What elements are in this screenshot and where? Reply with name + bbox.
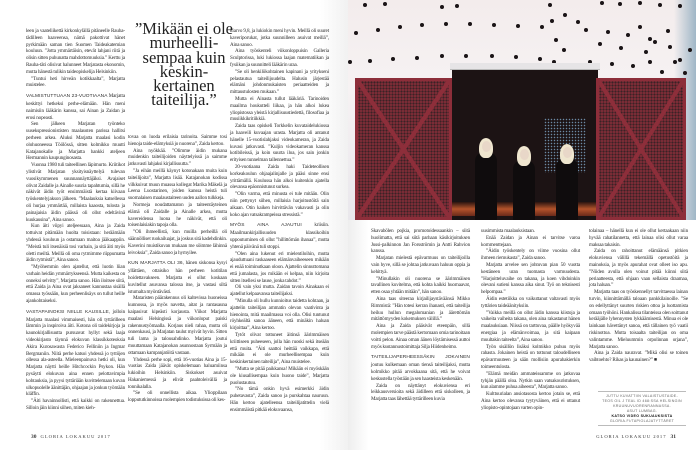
body-paragraph — [128, 229, 227, 256]
paragraph-text: ”Tuntui heti hirveän kotikkaalta”, Marjatta muistelee. — [26, 75, 125, 89]
body-paragraph — [230, 366, 329, 386]
body-paragraph — [481, 310, 580, 344]
paragraph-text: Äidin estetiikka on vaikuttanut valtavasti myös tyttärien taideäänityksiin. — [481, 295, 580, 309]
body-paragraph — [481, 235, 580, 249]
paragraph-text: ”Minullakin oli nuorena se äärimmäisen tavallinen kuvitelma, että kohta kaikki huomaavat, etten osaa yhtään mitään”, hän sanoo. — [371, 275, 470, 296]
body-paragraph — [481, 228, 580, 235]
right-footer — [596, 434, 680, 440]
woman-face — [563, 147, 572, 158]
wall-hole — [514, 55, 518, 59]
wall-hole — [644, 50, 648, 54]
pull-quote-line: taiteilija.” — [151, 90, 217, 110]
body-paragraph — [230, 123, 329, 164]
wall-hole — [631, 64, 635, 68]
section-lead-in: KUN MARJATTA OLI 36, — [128, 261, 185, 267]
wall-hole — [490, 54, 494, 58]
paragraph-text: Aina taas siteeraa kirjailijaystäväänsä Mikko Rimmistä: ”Hän totesi kerran ihanasti, että taiteilija heiluu hullun megalomanian ja äärettömän mitättömyyden kokemuksen välillä.” — [371, 295, 470, 323]
body-paragraph — [230, 96, 329, 123]
wall-hole — [678, 58, 682, 62]
body-paragraph — [128, 390, 227, 404]
wall-hole — [648, 60, 652, 64]
paragraph-text: ”Mutta se pitää paikkansa! Mikään ei myöskään ole kiusallisempaa kuin huono taide”, Marjatta puolustautuu. — [230, 366, 329, 386]
wall-hole — [368, 59, 372, 63]
paragraph-text: Kun äiti viipyi ateljeessaan, Aina ja Zaida tottuivat pitämään huolta toisistaan: heräämään yhdessä kouluun ja ostamaan maitoa jääkaappiin. ”Meistä tuli itsenäisiä tosi varhain, ja sitä äiti myös oletti meiltä. Meillä oli oma rytmimme riippumatta äidin rytmistä”, Aina sanoo. — [26, 223, 125, 264]
paragraph-text: Skavabölen pojkia, promotoidessaankin – siitä huolimatta, että sai siitä parhaan käsikirjoituksen Jussi-palkinnon Jan Forsströmin ja Antti Rahvion kanssa. — [371, 228, 470, 255]
body-paragraph — [371, 383, 470, 403]
magazine-issue: GLORIA LOKAKUU 2017 — [596, 434, 667, 439]
body-paragraph — [589, 228, 688, 248]
wall-hole — [391, 57, 395, 61]
paragraph-text: Zaida on rahoittanut elämäänsä pitkien elokuviensa välillä tekemällä opetustöitä ja mainoksia, ja myös apurahat ovat olleet iso apu. ”Niiden avulla olen voinut pitää kiinni siitä periaatteesta, että ohjaan vaan sellaista draamaa, jota haluan.” — [589, 248, 688, 289]
wall-hole — [563, 13, 567, 17]
paragraph-text: ”Minulla oli hullu kunnioitus taidetta kohtaan, ja ajattelin taiteilijan ammatin olevan vaativinta ja hienointa, mitä maailmassa voi olla. Olisi tuntunut röyhkeältä sanoa ääneen, että minäkin haluan kirjoittaa”, Aina kertoo. — [230, 298, 329, 332]
paragraph-text: Tytöt olivat tottuneet äitinsä äärimmäisen kriittiseen puheeseen, jolla hän ruoski sekä itseään että muita. ”Äiti saattoi heittää vaikkapa, että mikään ei ole murheellisempaa kuin keskinkertainen taiteilija”, Aina muistelee. — [230, 332, 329, 366]
body-paragraph — [26, 76, 125, 90]
body-paragraph — [230, 332, 329, 366]
body-paragraph — [371, 255, 470, 275]
wall-hole — [584, 28, 588, 32]
body-paragraph — [481, 296, 580, 310]
paragraph-text: 20-vuotiaana Zaida haki Taideteollisen korkeakoulun ohjaajalinjalle ja pääsi sinne ensi yrittämällä. Koulussa hän alkoi kuitenkin ajatella olevansa epäonnistunut surkea. — [230, 163, 329, 191]
section-paragraph — [26, 93, 125, 121]
caption-line: TEOS OIL J TEAL ID 468:SSA HELSINGIN — [602, 398, 682, 403]
paragraph-text: Marjatta taas on työskennellyt tarvittaessa lainan turvin, kiinnittämällä taloaan pankkilainoille. ”Se on edellyttänyt suurten riskien ottoa ja luottamista omaan työhöni. Hankalissa tilanteissa olen soittanut kerääjälle lyhennysten lykkäämisestä. Minua ei ole lainkaan hävettänyt sanoa, että tällainen työ vaatii riskinottoa. Mutta toisaalta taiteilijan on oma valintamme. Mieluummin orpolinnan orjana”, Marjatta sanoo. — [589, 289, 688, 350]
wall-hole — [660, 70, 664, 74]
wall-hole — [688, 48, 692, 52]
paragraph-text: Yhdessä perhe sopi, että 16-vuotias Aina ja 15-vuotias Zaida jäävät opiskelemaan haluamiinsa lukioihin Helsinkiin. Siskokset asuivat Hakaniemessä ja elivät paahtoleivällä ja tonnikalalla. — [128, 356, 227, 390]
body-paragraph — [26, 121, 125, 162]
paragraph-text: Kulttuurialan ansiotasosta kertoo jotain se, että Aina kertoo olevansa tyytyväinen, että ei ottanut yliopisto-opintojaan varten opin- — [481, 391, 580, 411]
paragraph-text: Marjatta arvelee sen johtuvan pian 50 vuotta kestäneen uran tuomasta varmuudesta. ”Harjoitteluvaihe on takana, ja koen vihdoinkin olevani sutieni kanssa aika sinut. Työ on teknisesti helpompaa.” — [481, 261, 580, 296]
body-paragraph — [128, 134, 227, 148]
wall-hole — [398, 25, 402, 29]
wall-hole — [668, 45, 672, 49]
section-paragraph — [128, 260, 227, 295]
body-paragraph — [371, 296, 470, 323]
pull-quote — [128, 19, 240, 110]
body-paragraph — [230, 69, 329, 96]
text-column-6 — [589, 228, 688, 364]
body-paragraph — [26, 398, 125, 412]
body-paragraph — [230, 164, 329, 191]
wall-hole — [653, 40, 657, 44]
caption-line: ASUT LUMBAG. — [626, 408, 658, 413]
wall-hole — [673, 60, 677, 64]
wall-hole — [648, 37, 652, 41]
wall-hole — [666, 29, 670, 33]
paragraph-text: ”Myöhemmin olen ajatellut, että luotin liian varhain heidän ymmärrykseensä. Mutta kaikesta on onneksi selvitty”, Marjatta sanoo. Hän iloitsee siitä, että Zaida ja Aina ovat jaksaneet kannustaa sisällä omassa työssään, kun perheenlisäys on tullut heille ajankohtaiseksi. — [26, 264, 125, 305]
paragraph-text: Normeja noudattamaton ja taiteentäyteinen elämä oli Zaidalle ja Ainalle arkea, mutta kavereidensa luona he näkivät, että oli toisenlaisiakin tapoja olla. — [128, 201, 227, 229]
paragraph-text: Zaida on näyttänyt elokuviensa eri leikkausversioita sekä äidilleen että siskolleen, ja Marjatta taas lähettää tyttärilleen kuvia — [371, 382, 470, 403]
body-paragraph — [128, 148, 227, 168]
body-paragraph — [26, 264, 125, 305]
paragraph-text: ”Äiti havainnollisti, että kaikki on rakennettua. Silloin jäin kiinni siihen, miten kieh- — [26, 398, 125, 412]
caption-line: JUTTU KUVATTIIN VALAISTUSTAIDE- — [606, 394, 678, 398]
paragraph-text: Marjatan mielestä epävarmuus on taiteilijoilla vain hyve, sillä se johtaa jatkuvaan haluun oppia ja kehittyä. — [371, 255, 470, 275]
wall-hole — [683, 71, 687, 75]
paragraph-text: kriisiin. Maailmankirjallisuuden klassikoihin uppoutuminen oli ollut ”hillittömän ihanaa”, mutta yhtenä päivänä tuli stoppi. — [230, 222, 329, 250]
paragraph-text: hänen siskonsa kysyi yllättäen, ottaisiko hän perheen kotitilan hoidettavakseen. Marjatta ei ollut koskaan kuvitellut asuvansa talossa itse, ja vastasi siltä istumalta myöntävästi. — [128, 260, 227, 295]
body-paragraph — [128, 357, 227, 391]
wall-hole — [619, 46, 623, 50]
video-label: KATSO VIDEO SUKUAUKSISTA — [611, 413, 673, 418]
section-paragraph — [230, 222, 329, 250]
wall-hole — [516, 24, 520, 28]
wall-hole — [492, 23, 496, 27]
paragraph-text: ”No tämä onkin hyvä esimerkki äidin puhetavasta”, Zaida sanoo ja purskahtaa nauruun. Hän kertoo ajatelleensa taiteilijatittelin vielä ensimmäistä pitkää elokuvaansa, — [230, 386, 329, 413]
paragraph-text: Mutta ei Ainasta tullut lääkäriä. Tarinoiden maailma houkutteli liikaa, ja hän alkoi lukea yliopistossa yleistä kirjallisuustiedettä, filosofiaa ja musiikkikritiikkiä. — [230, 95, 329, 123]
wall-hole — [468, 22, 472, 26]
body-paragraph — [230, 386, 329, 413]
wall-hole — [383, 2, 387, 6]
paragraph-text: ”Ja eihän meillä käynyt kotonakaan muita kuin taiteilijoita”, Marjatta lisää. Katajanokan kodissa vilkkuivat muun muassa kollegat Marika Mäkelä ja Leena Luostarinen, joiden kanssa heistä tuli suomalaisen maalaustaiteen uuden aallon tulkkeja. — [128, 167, 227, 202]
paragraph-text: ”Se oli henkilökohtainen kapinani ja yritykseni pelastautua taiteilijuudelta. Halusin järjestää elämäni johdonmukaisten periaatteiden ja mittaustulosten mukaan.” — [230, 68, 329, 96]
woman-1 — [475, 152, 497, 220]
photo-caption — [598, 391, 686, 426]
video-link[interactable]: GLORIA.FI/TAPIOLAJATYTTÄRET — [609, 418, 675, 423]
pull-quote-line: kertainen — [153, 76, 215, 96]
text-column-4 — [371, 228, 470, 403]
paragraph-text: kiarvo 9,8, ja lukiokin meni hyvin. Meillä oli suuret kaveriporukat, jotka suunnilleen asuivat meillä”, Aina sanoo. — [230, 28, 329, 48]
wall-hole — [415, 56, 419, 60]
text-column-3 — [230, 28, 329, 414]
body-paragraph — [371, 323, 470, 350]
body-paragraph — [481, 262, 580, 296]
wall-hole — [548, 3, 552, 7]
body-paragraph — [589, 248, 688, 289]
paragraph-text: Marjatta keskittyi hetkeksi perhe-elämään. Hän meni naimisiin lääkärin kanssa, sai Ainan ja Zaidan ja erosi nopeasti. — [26, 93, 125, 121]
body-paragraph — [128, 295, 227, 356]
woman-2 — [513, 160, 535, 220]
paragraph-text: tolainaa – hänellä kun ei ole ollut kertaakaan niin hyvää rahatilannetta, että lainaa olisi ollut varaa maksaa takaisin. — [589, 228, 688, 248]
paragraph-text: jolloin Marjatta maalasi vimmaisesti, hän oli tyttärilleen lämmin ja inspiroiva äiti. Kotona oli taidekirjoja ja kaunokirjallisuutta pursuavat hyllyt sekä laaja videokirjasto täynnä elokuvan klassikkoteoksia Akira Kurosawasta Federico Felliniin ja Ingmar Bergmaniin. Niitä perhe katsoi yhdessä jo tyttöjen ollessa ala-asteella. Mieleenpainuva hetki oli, kun Marjatta näytti heille Hitchcockin Psykon. Hän pysäytti elokuvan aina ennen pelottavimpia kohtauksia, ja pyysi tyttäriään kuvittelemaan kuvan ulkopuolelle äänittäjän, ohjaajan ja jonkun työmään kläffin. — [26, 308, 126, 398]
paragraph-text: Aina ja Zaida nauravat. ”Mikä olisi se toinen vaihtoehto? Rikas ja kaunainen?” ■ — [589, 350, 688, 364]
woman-face — [482, 141, 491, 152]
magazine-issue: GLORIA LOKAKUU 2017 — [40, 434, 111, 439]
text-column-1 — [26, 28, 125, 412]
wall-hole — [638, 1, 642, 5]
paragraph-text: Työn sisällön lisäksi kolmikko puhuu myös rahasta. Jokainen heistä on tottunut taloudelliseen epävarmuuteen ja sään mollisiin apurahakierkin toimeentulosta. — [481, 343, 580, 370]
wall-hole — [638, 25, 642, 29]
paragraph-text: uusimmista maalauksistaan. — [481, 228, 535, 234]
pull-quote-line: murheelli- — [149, 33, 219, 53]
pull-quote-line: ”Mikään ei ole — [134, 19, 234, 38]
wall-hole — [348, 60, 352, 64]
paragraph-text: ”Se oli onnellista aikaa. Ylioppilaan loppututkinnoissa molempien todistuksissa oli kes- — [128, 390, 227, 404]
body-paragraph — [128, 202, 227, 229]
body-paragraph — [26, 28, 125, 76]
pull-quote-line: keskin- — [159, 61, 209, 81]
body-paragraph — [26, 223, 125, 264]
wall-hole — [376, 28, 380, 32]
body-paragraph — [230, 28, 329, 48]
paragraph-text: Aina nyökkää. ”Olimme äidin mukana muidenkin taiteilijoiden näyttelyissä ja saimme jatkuvasti lahjaksi kirjallisuutta.” — [128, 147, 227, 168]
body-paragraph — [371, 228, 470, 255]
page-number: 30 — [31, 434, 37, 440]
pull-quote-line: sempaa kuin — [142, 47, 226, 67]
body-paragraph — [481, 248, 580, 262]
wall-hole — [554, 38, 558, 42]
left-mesh-door — [355, 78, 452, 220]
door-lintel — [450, 63, 600, 70]
body-paragraph — [589, 289, 688, 350]
wall-hole — [598, 42, 602, 46]
wall-hole — [618, 2, 622, 6]
wall-hole — [440, 54, 444, 58]
wall-hole — [576, 20, 580, 24]
wall-hole — [455, 4, 459, 8]
wall-hole — [354, 31, 358, 35]
paragraph-text: ”Elämä meidän ammateissamme on jatkuvaa tyhjän päällä oloa. Nytkin saan vatsakouristuksen, kun alamme puhua aiheesta”, Marjatta sanoo. — [481, 370, 580, 391]
body-paragraph — [481, 391, 580, 411]
paragraph-text: leen ja vaateliikettä kirkonkylällä pitäneelle Rauha-tädilleen haaveensa, nämä pakottivat hänet pyrkimään saman tien Suomen Taideakatemian kouluun. ”Jotta ymmärtäisin, etevät lahjani riitä ja olisin sitten puhunatta mahdottomuuksia.” Kerttu ja Rauha-täti olisivat halunneet Marjatasta ekonomin, mutta hänestä tulikin taideopiskelija Helsinkiin. — [26, 28, 125, 75]
wall-hole — [540, 25, 544, 29]
wall-hole — [440, 5, 444, 9]
paragraph-text: ”Vaikka meillä on ollut äidin kanssa kiistoja ja vaikeita vaiheita takana, olen aina rakastanut hänen maalauksiaan. Niissä on tarttuvaa, päälle hyökyvää energiaa ja elämänvoimaa, ja sitä kaipaan muultakin taiteelta”, Aina sanoo. — [481, 309, 580, 343]
page-number: 31 — [670, 434, 676, 440]
woman-3 — [556, 158, 578, 220]
paragraph-text: ”Äidin työskentely on viime vuosina ollut ihmeen riemukasta”, Zaida sanoo. — [481, 248, 580, 262]
paragraph-text: Enää Zaidan ja Ainan ei tarvitse varoa kommenttejaan. — [481, 234, 580, 248]
paragraph-text: tovaa on luoda erilaisia tarinoita. Saimme tosi hienoja taide-elämyksiä jo nuorena”, Zaida kertoo. — [128, 134, 227, 147]
body-paragraph — [481, 344, 580, 371]
paragraph-text: Aina ja Zaida pääsivät eteenpäin, sillä molempien tarve päästä kertomaan omia tarinoitaan voitti pelon. Ainaa oman äänen löytämisessä auttoi myös kustannustoimittaja Silja Hiidenheimo. — [371, 323, 470, 350]
paragraph-text: Mataristen päärakennus oli kaltevissa huoneissa kunnossa, ja myös navetta, aitat ja rantasauna kaipasivat kipeästi korjausta. Viikot Marjatta maalasi Helsingissä ja viikonloput paiski rakennustyömaalla. Korjaus nieli rahaa, mutta oli onnenkausi, ja Marjatan taulut myivät hyvin. Sitten tuli lama ja talousahdinko. Marjatta joutui muuttamaan Katajanokan asunnostaan Syrmään ja ottamaan kampanjatöitä vastaan. — [128, 295, 227, 356]
section-lead-in: MYÖS AINA AJAUTUI — [230, 223, 302, 229]
paragraph-text: Zaida taas opiskeli Torkkelin kuvataidelukiossa ja haaveili kuvaajan urasta. Marjatta oli antanut hänelle 15-vuotislahjaksi videokameran, ja Zaida kuvasi jatkuvasti. ”Kuljin videokameran kanssa kotibileissä, ja koin suurta iloa, jos sain jonkin erityisen tunnelman tallennettua.” — [230, 123, 329, 164]
paragraph-text: ”Oli ihmeellistä, kun muilla perheillä oli säännölliset ruokailuajat, ja joskus sitä kadehdinkin. Kaverini muistikuvan mukaan me söimme lähinnä leivoksia”, Zaida sanoo ja hymyilee. — [128, 229, 227, 256]
wall-hole — [600, 1, 604, 5]
paragraph-text: Vuonna 1980 tuli taiteellinen läpimurto. Kriitikot ylistivät Marjatan yksityisnäyttelyä tulevan vuosikymmenen suunnannäyttäjäksi. Avajaiset olivat Zaidalle ja Ainalle suuria tapahtumia, sillä he näkivät äidin työt ensimmäistä kertaa kiivaan työskentelyjakson jälkeen. ”Maalauksia katsellessa oli hurjaa ymmärtää, millaista kaaosta, tulosta ja painajaisia äidin päässä oli ollut edeltävinä kuukausina”, Aina sanoo. — [26, 162, 125, 223]
wall-hole — [626, 33, 630, 37]
wall-hole — [610, 62, 614, 66]
left-footer — [27, 434, 111, 440]
paragraph-text: Aina työskenteli viikonloppuisin Galleria Sculptorissa, luki lukiossa laajan matematiikan ja fysiikan ja suunnitteli lääkärin uraa. — [230, 48, 329, 68]
body-paragraph — [128, 168, 227, 202]
wall-hole — [538, 57, 542, 61]
woman-face — [520, 149, 529, 160]
body-paragraph — [481, 371, 580, 391]
wall-hole — [550, 19, 554, 23]
body-paragraph — [589, 350, 688, 364]
paragraph-text: ”Olen aina lukenut eri mielentiloihin, mutta ajauduttuani raskaaseen elämänvaiheeseen mikään ei enää toiminutkaan oloon. Ajattelin sinnuttomana että jumalasta, jos mikään ei kelpaa, niin kirjoita sitten itsellesi se lause, jonka tahdot.” — [230, 250, 329, 284]
paragraph-text: joutuu kulkemaan oman tiensä taiteilijaksi, mutta kolmikko pitää arvokkaana sitä, että he voivat keskustella työstään ja sen haasteista keskenään. — [371, 362, 470, 382]
body-paragraph — [230, 284, 329, 298]
body-paragraph — [230, 251, 329, 285]
wall-hole — [464, 54, 468, 58]
section-paragraph — [26, 309, 125, 398]
paragraph-text: Oli vain yksi mutta. Zaidan tavoin Ainakaan ei ajatellut kelpaavansa taiteilijaksi. — [230, 284, 329, 298]
wall-hole — [678, 4, 682, 8]
body-paragraph — [230, 48, 329, 68]
body-paragraph — [371, 276, 470, 296]
wall-hole — [562, 48, 566, 52]
paragraph-text: ”Olin varma, että minusta ei tule mitään. Olin niin pettynyt siihen, millaisia harjoitustöitä sain aikaan. Otin kaiken hirvittävän vakavasti ja olin koko ajan vatsakrampeissa stressistä.” — [230, 191, 329, 218]
wall-hole — [444, 22, 448, 26]
wall-hole — [658, 3, 662, 7]
text-column-5 — [481, 228, 580, 412]
right-mesh-door — [596, 78, 686, 220]
section-paragraph — [371, 354, 470, 382]
wall-hole — [420, 23, 424, 27]
photo-three-women-in-doorway — [348, 0, 696, 220]
body-paragraph — [230, 191, 329, 218]
wall-hole — [606, 30, 610, 34]
body-paragraph — [26, 162, 125, 223]
wall-hole — [363, 3, 367, 7]
section-lead-in: VASTAPAINOKSI NIILLE KAUSILLE, — [26, 309, 111, 315]
section-lead-in: TAITEILIJAPERHEESSÄKIN JOKAINEN — [371, 355, 470, 361]
section-lead-in: VALMISTUTTUAAN 23-VUOTIAANA — [26, 94, 108, 100]
text-column-2 — [128, 134, 227, 404]
body-paragraph — [230, 298, 329, 332]
caption-line: KRUUNUVUORENRANNASSA. — [613, 403, 671, 408]
paragraph-text: Sen jälkeen Marjatan työnteko uusekspressionististen maalausten parissa hallitsi perheen arkea. Aluksi Marjatta maalasi kodin olohuoneessa Töölössä, sitten kolmikko muutti Katajanokalle ja Marjatta hankki ateljeen Hermannin kaupunginosasta. — [26, 121, 125, 162]
